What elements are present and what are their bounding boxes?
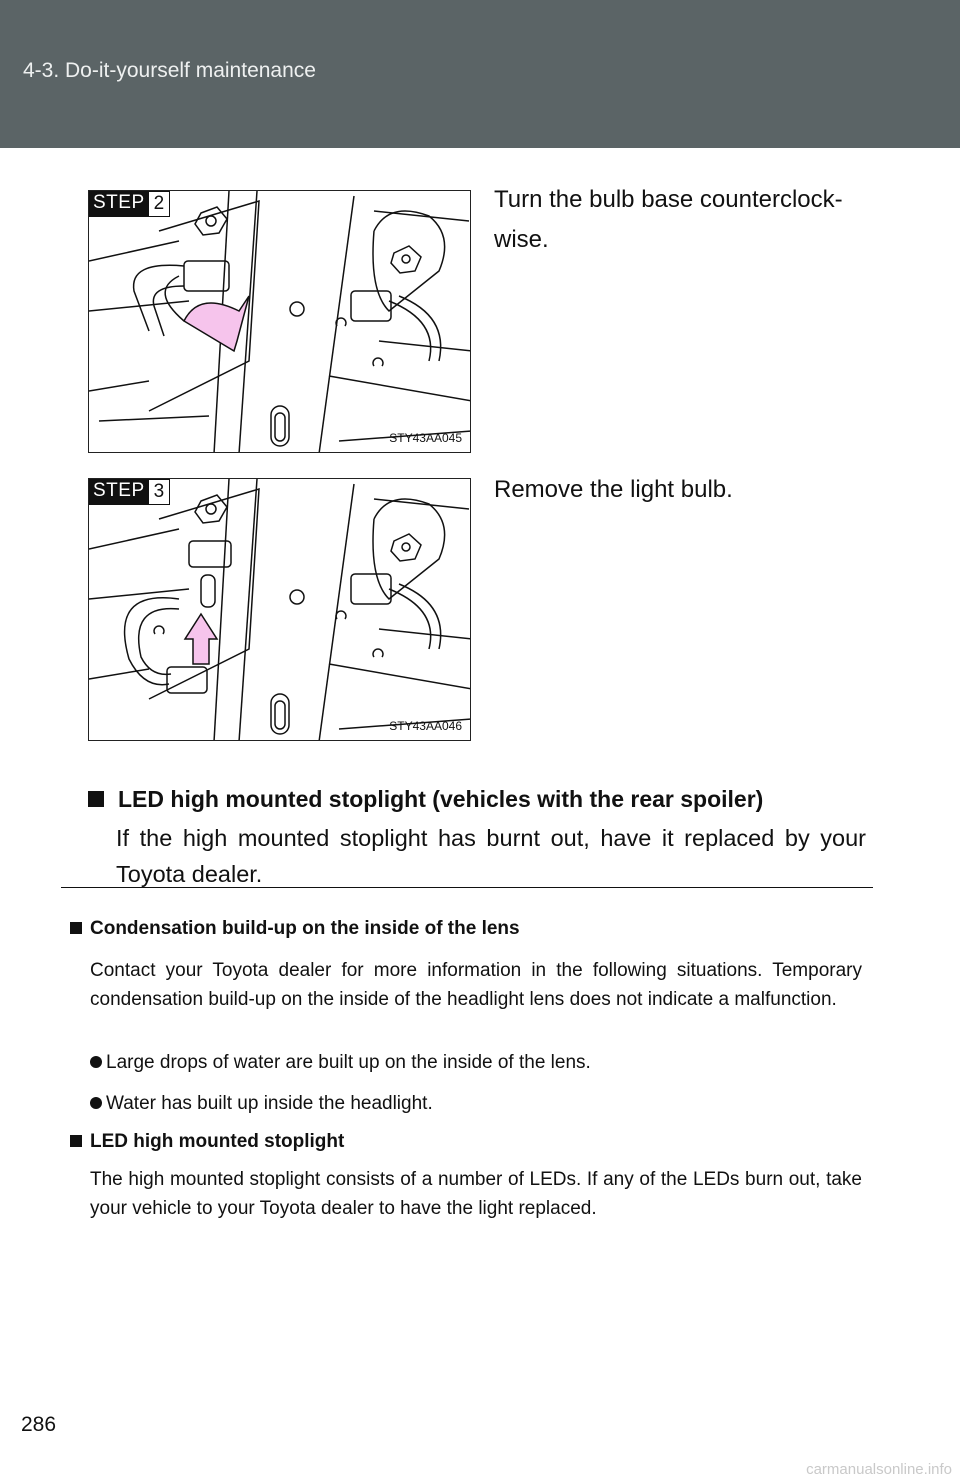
circle-bullet-icon [90, 1056, 102, 1068]
page-header [0, 0, 960, 148]
section-heading-text: LED high mounted stoplight (vehicles with the rear spoiler) [118, 786, 764, 812]
divider [61, 887, 873, 888]
page-number: 286 [21, 1413, 57, 1436]
step-number: 2 [149, 191, 171, 217]
note-body: Contact your Toyota dealer for more information in the following situations. Temporary condensation build-up on the inside of the headlight lens does not indicate a malfunction. [90, 960, 862, 1010]
step-3-text: Remove the light bulb. [494, 476, 733, 503]
figure-code: STY43AA045 [389, 431, 462, 445]
watermark: carmanualsonline.info [806, 1461, 952, 1478]
square-bullet-icon [70, 922, 82, 934]
note-heading [70, 1131, 344, 1153]
step-badge [89, 479, 170, 505]
list-item-text: Large drops of water are built up on the inside of the lens. [106, 1052, 591, 1073]
figure-code: STY43AA046 [389, 719, 462, 733]
note-heading [70, 918, 520, 940]
bulb-removal-drawing [89, 479, 471, 741]
step-label: STEP [89, 191, 149, 217]
step-2-illustration [88, 190, 471, 453]
list-item-text: Water has built up inside the headlight. [106, 1093, 433, 1114]
step-2-text: Turn the bulb base counterclock-wise. [494, 186, 843, 253]
step-number: 3 [149, 479, 171, 505]
note-body: The high mounted stoplight consists of a number of LEDs. If any of the LEDs burn out, take your vehicle to your Toyota dealer to have the light replaced. [90, 1169, 862, 1219]
list-item [90, 1093, 433, 1115]
note-heading-text: LED high mounted stoplight [90, 1131, 345, 1152]
note-heading-text: Condensation build-up on the inside of the lens [90, 918, 520, 939]
step-3-illustration [88, 478, 471, 741]
section-body: If the high mounted stoplight has burnt out, have it replaced by your Toyota dealer. [116, 825, 866, 887]
bulb-base-rotation-drawing [89, 191, 471, 453]
square-bullet-icon [70, 1135, 82, 1147]
square-bullet-icon [88, 791, 104, 807]
step-label: STEP [89, 479, 149, 505]
section-title: 4-3. Do-it-yourself maintenance [23, 59, 316, 82]
list-item [90, 1052, 591, 1074]
circle-bullet-icon [90, 1097, 102, 1109]
section-heading [88, 786, 763, 813]
step-badge [89, 191, 170, 217]
